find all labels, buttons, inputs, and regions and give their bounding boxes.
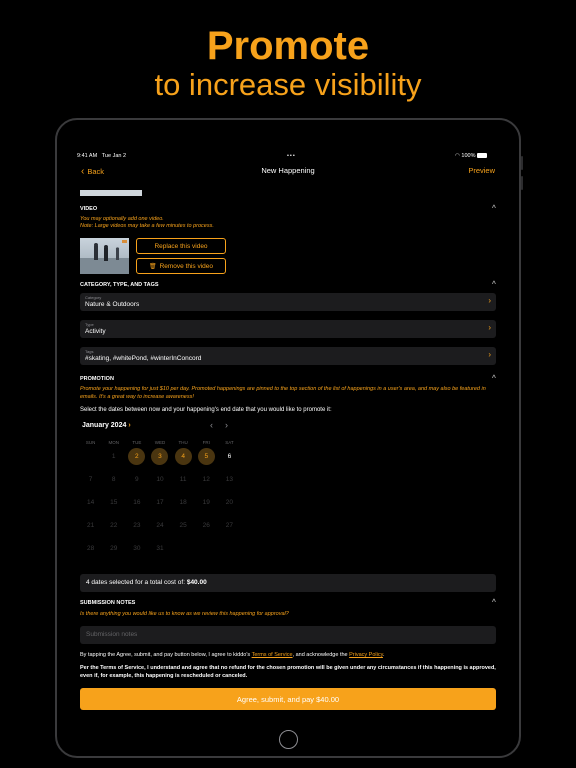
calendar-day-disabled: 27 <box>225 522 234 529</box>
calendar-week <box>79 494 241 514</box>
nav-bar <box>67 166 509 180</box>
calendar-day-disabled: 23 <box>133 522 141 529</box>
month-label: January 2024 <box>82 422 127 429</box>
calendar-day-disabled: 1 <box>111 453 116 460</box>
calendar-day-disabled: 19 <box>202 499 210 506</box>
calendar-day-disabled: 31 <box>156 545 164 552</box>
calendar-empty-cell <box>195 540 218 560</box>
calendar-day-disabled: 7 <box>88 476 93 483</box>
video-thumbnail[interactable] <box>80 238 129 274</box>
calendar-day-selected[interactable]: 3 <box>148 448 171 468</box>
image-strip <box>80 190 142 196</box>
promotion-heading: PROMOTION <box>80 376 114 382</box>
chevron-right-icon: › <box>488 323 491 332</box>
chevron-up-icon[interactable]: ^ <box>491 205 496 212</box>
category-section-header[interactable] <box>80 282 496 288</box>
status-time: 9:41 AM Tue Jan 2 <box>77 153 127 159</box>
calendar-day-selected[interactable]: 4 <box>172 448 195 468</box>
skaters-image <box>80 238 129 274</box>
weekday-label: SAT <box>225 440 234 445</box>
chevron-left-icon: ‹ <box>81 166 85 177</box>
calendar-day-disabled: 30 <box>133 545 141 552</box>
calendar-day-disabled: 14 <box>86 499 95 506</box>
remove-video-label: Remove this video <box>159 262 214 270</box>
month-nav <box>210 420 228 430</box>
device-side-button <box>521 156 523 170</box>
video-note-optional: You may optionally add one video. <box>80 216 164 222</box>
calendar-day-disabled: 18 <box>179 499 187 506</box>
month-picker[interactable] <box>82 422 131 429</box>
calendar-day-disabled: 28 <box>86 545 95 552</box>
terms-part2: , and acknowledge the <box>292 652 348 658</box>
calendar-empty-cell <box>218 540 241 560</box>
device-side-button <box>521 176 523 190</box>
promotion-section-header[interactable] <box>80 376 496 382</box>
weekday-label: SUN <box>85 440 96 445</box>
chevron-up-icon[interactable]: ^ <box>491 599 496 606</box>
submission-section-header[interactable] <box>80 600 496 606</box>
calendar-grid <box>79 448 241 560</box>
video-section-header[interactable] <box>80 206 496 212</box>
calendar-week <box>79 471 241 491</box>
tags-value: #skating, #whitePond, #winterInConcord <box>85 355 202 362</box>
submission-note: Is there anything you would like us to know as we review this happening for approval? <box>80 611 289 617</box>
promo-subtitle: to increase visibility <box>154 67 422 102</box>
submission-notes-input[interactable]: Submission notes <box>80 626 496 644</box>
replace-video-label: Replace this video <box>154 242 208 250</box>
calendar-day-disabled: 20 <box>225 499 234 506</box>
calendar <box>79 440 241 560</box>
category-label: Category <box>85 295 102 300</box>
preview-button[interactable]: Preview <box>468 166 495 175</box>
calendar-day-disabled: 22 <box>110 522 118 529</box>
tags-field[interactable] <box>80 347 496 365</box>
calendar-day-disabled: 8 <box>111 476 116 483</box>
calendar-day-disabled: 12 <box>202 476 210 483</box>
calendar-day-disabled: 15 <box>110 499 118 506</box>
category-heading: CATEGORY, TYPE, AND TAGS <box>80 282 159 288</box>
multitask-dots[interactable]: ••• <box>287 153 296 159</box>
video-heading: VIDEO <box>80 206 98 212</box>
category-field[interactable] <box>80 293 496 311</box>
weekday-label: THU <box>178 440 188 445</box>
chevron-up-icon[interactable]: ^ <box>491 375 496 382</box>
calendar-day-disabled: 17 <box>156 499 164 506</box>
calendar-day-disabled: 24 <box>156 522 164 529</box>
type-field[interactable] <box>80 320 496 338</box>
weekday-label: TUE <box>132 440 142 445</box>
calendar-empty-cell <box>79 448 102 468</box>
weekday-label: FRI <box>202 440 210 445</box>
promotion-total <box>80 574 496 592</box>
battery-icon <box>477 153 487 158</box>
calendar-week <box>79 540 241 560</box>
total-cost: $40.00 <box>186 579 207 586</box>
promotion-instruction: Select the dates between now and your happening's end date that you would like to promote it: <box>80 407 332 413</box>
calendar-day-disabled: 16 <box>133 499 141 506</box>
terms-of-service-link[interactable]: Terms of Service <box>251 652 293 658</box>
next-month-icon[interactable]: › <box>225 420 228 430</box>
chevron-right-icon: › <box>488 296 491 305</box>
calendar-empty-cell <box>172 540 195 560</box>
privacy-policy-link[interactable]: Privacy Policy <box>349 652 383 658</box>
calendar-day-disabled: 9 <box>135 476 139 483</box>
back-label: Back <box>87 167 105 176</box>
terms-part1: By tapping the Agree, submit, and pay button below, I agree to kiddo's <box>80 652 251 658</box>
status-bar <box>77 153 499 163</box>
type-value: Activity <box>85 328 106 335</box>
calendar-day-disabled: 25 <box>179 522 187 529</box>
type-label: Type <box>85 322 94 327</box>
status-right <box>455 153 487 159</box>
calendar-day-selected[interactable]: 2 <box>125 448 148 468</box>
total-text: 4 dates selected for a total cost of: <box>86 579 186 586</box>
tags-label: Tags <box>85 349 94 354</box>
wifi-icon: ◠ <box>455 153 460 159</box>
calendar-day[interactable]: 6 <box>227 453 232 460</box>
weekday-label: WED <box>154 440 166 445</box>
back-button[interactable] <box>81 166 104 177</box>
calendar-weekdays <box>79 440 241 445</box>
replace-video-button[interactable] <box>136 238 226 254</box>
terms-text <box>80 652 496 660</box>
chevron-up-icon[interactable]: ^ <box>491 281 496 288</box>
trash-icon: 🗑 <box>148 263 157 270</box>
calendar-day-disabled: 11 <box>179 476 187 483</box>
calendar-day-selected[interactable]: 5 <box>195 448 218 468</box>
calendar-week <box>79 448 241 468</box>
app-screen <box>67 150 509 710</box>
page-title: New Happening <box>261 166 315 175</box>
promo-title: Promote <box>206 24 370 68</box>
chevron-right-icon: › <box>128 422 131 429</box>
calendar-day-disabled: 26 <box>202 522 210 529</box>
battery-percent: 100% <box>461 153 476 159</box>
calendar-day-disabled: 29 <box>110 545 118 552</box>
promotion-note: Promote your happening for just $10 per day. Promoted happenings are pinned to the top section of the list of happenings in a user's area, and may also be featured in emails. It's a great way to increase awareness! <box>80 386 486 400</box>
prev-month-icon[interactable]: ‹ <box>210 420 213 430</box>
tablet-frame <box>55 118 521 758</box>
submission-heading: SUBMISSION NOTES <box>80 600 136 606</box>
calendar-day-disabled: 13 <box>225 476 234 483</box>
weekday-label: MON <box>108 440 119 445</box>
video-note-processing: Note: Large videos may take a few minutes to process. <box>80 223 214 229</box>
terms-part3: . <box>382 652 385 658</box>
refund-policy: Per the Terms of Service, I understand and agree that no refund for the chosen promotion will be given under any circumstances if this happening is approved, even if, for example, this happening is rescheduled or canceled. <box>80 665 496 679</box>
calendar-day-disabled: 21 <box>86 522 95 529</box>
home-button[interactable] <box>279 730 298 749</box>
calendar-week <box>79 517 241 537</box>
chevron-right-icon: › <box>488 350 491 359</box>
calendar-day-disabled: 10 <box>156 476 164 483</box>
category-value: Nature & Outdoors <box>85 301 140 308</box>
agree-submit-pay-button[interactable]: Agree, submit, and pay $40.00 <box>80 688 496 710</box>
remove-video-button[interactable] <box>136 258 226 274</box>
